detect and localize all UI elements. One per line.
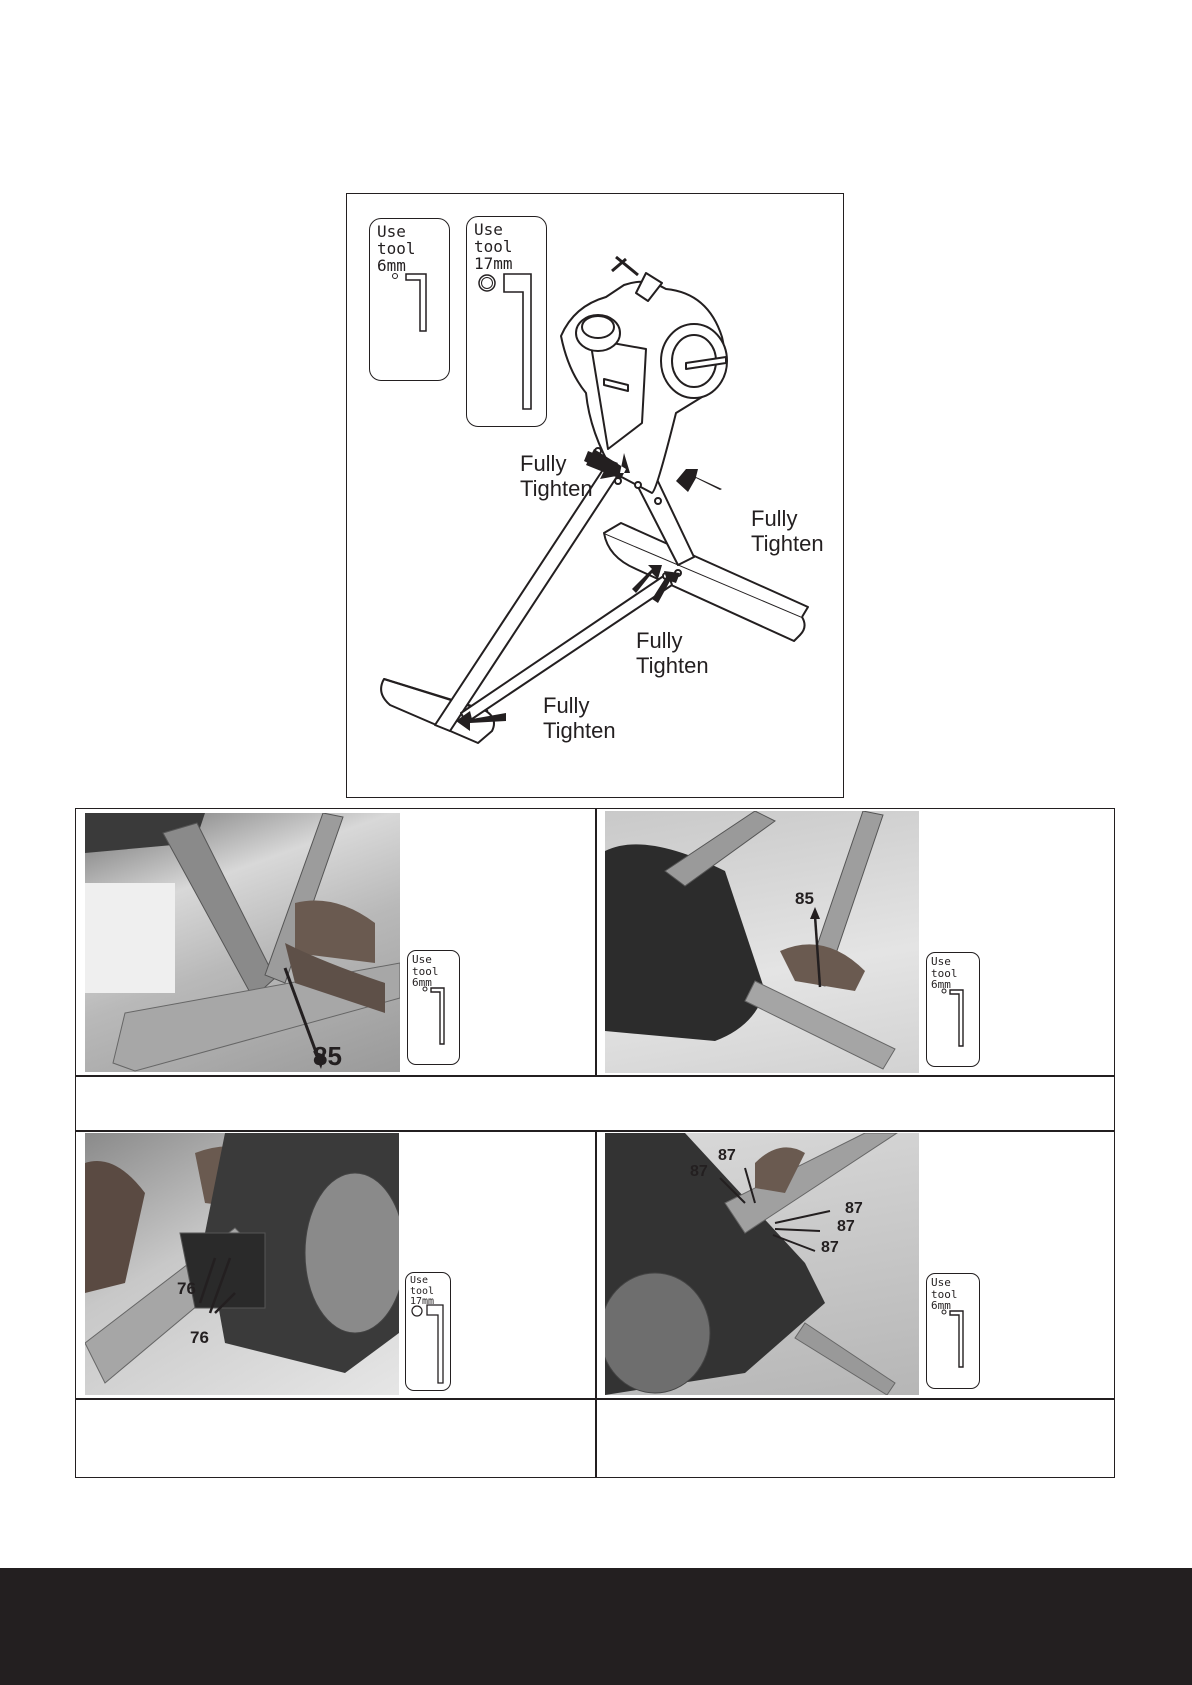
part-number-callout: 87 bbox=[837, 1218, 855, 1235]
part-number-callout: 87 bbox=[821, 1239, 839, 1256]
grid-divider-horizontal bbox=[75, 1075, 1115, 1077]
part-number-callout: 87 bbox=[845, 1200, 863, 1217]
grid-divider-vertical bbox=[595, 1130, 597, 1478]
tool-label-line1: Use tool bbox=[474, 220, 513, 256]
part-number-callout: 85 bbox=[313, 1041, 342, 1071]
hex-key-icon bbox=[941, 1309, 971, 1371]
fully-tighten-label: Fully Tighten bbox=[543, 693, 616, 743]
tool-label-line2: 6mm bbox=[377, 255, 406, 275]
fully-tighten-label: Fully Tighten bbox=[636, 628, 709, 678]
grid-divider-vertical bbox=[595, 808, 597, 1076]
step-photo-front-stabilizer-bolt bbox=[605, 811, 919, 1073]
hex-key-icon bbox=[941, 988, 971, 1050]
tool-label-line1: Use tool bbox=[377, 222, 416, 258]
spanner-icon bbox=[410, 1303, 448, 1385]
tool-card-17mm: Use tool 17mm bbox=[405, 1272, 451, 1391]
footer-band bbox=[0, 1568, 1192, 1685]
fully-tighten-label: Fully Tighten bbox=[520, 451, 593, 501]
part-number-callout: 87 bbox=[690, 1163, 708, 1180]
tool-label-line2: 17mm bbox=[474, 253, 513, 273]
grid-divider-horizontal bbox=[75, 1130, 1115, 1132]
part-number-callout: 76 bbox=[177, 1279, 196, 1298]
hex-key-icon bbox=[422, 986, 452, 1048]
grid-divider-horizontal bbox=[75, 1398, 1115, 1400]
fully-tighten-label: Fully Tighten bbox=[751, 506, 824, 556]
tool-card-6mm: Use tool 6mm bbox=[926, 952, 980, 1067]
step-photo-rear-stabilizer-bolt bbox=[85, 813, 400, 1072]
step-photo-handlebar-post-bolts bbox=[605, 1133, 919, 1395]
part-number-callout: 85 bbox=[795, 889, 814, 908]
part-number-callout: 76 bbox=[190, 1328, 209, 1347]
tool-card-6mm: Use tool 6mm bbox=[926, 1273, 980, 1389]
step-photo-main-frame-bolts bbox=[85, 1133, 399, 1395]
tool-card-6mm: Use tool 6mm bbox=[407, 950, 460, 1065]
part-number-callout: 87 bbox=[718, 1147, 736, 1164]
